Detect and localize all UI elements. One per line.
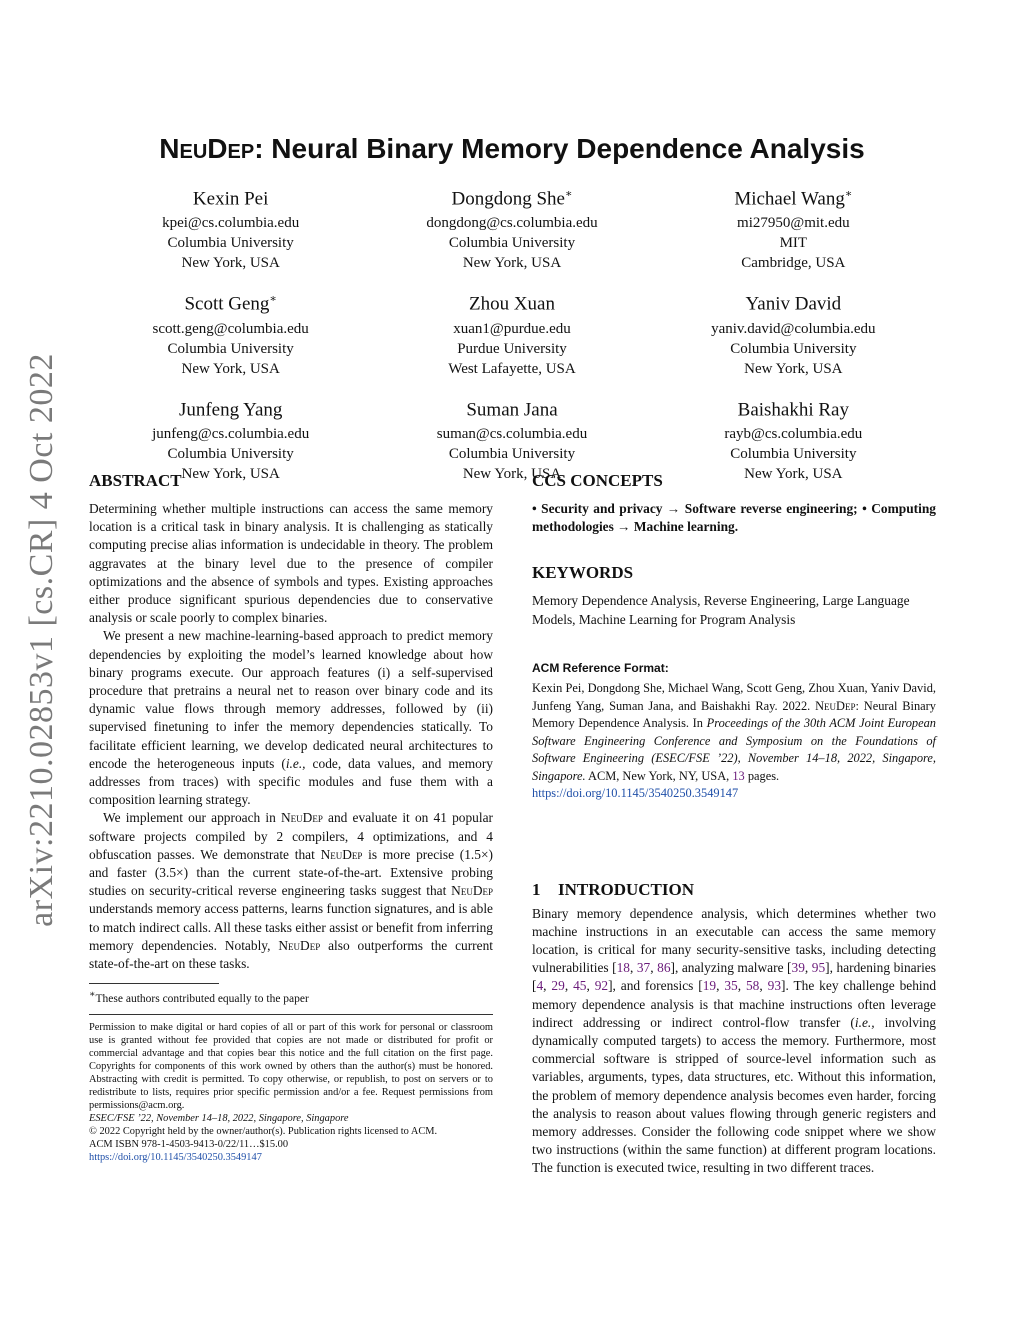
author-location: New York, USA bbox=[744, 465, 843, 482]
keywords-text: Memory Dependence Analysis, Reverse Engineering, Large Language Models, Machine Learning for Program Analysis bbox=[532, 593, 910, 627]
ccs-heading: CCS CONCEPTS bbox=[532, 471, 663, 490]
author-name: Baishakhi Ray bbox=[737, 398, 849, 420]
citation-link[interactable]: 18 bbox=[616, 960, 630, 976]
author bbox=[381, 287, 642, 378]
author bbox=[381, 182, 642, 273]
footnote: ∗These authors contributed equally to the paper bbox=[89, 989, 309, 1006]
author-name: Kexin Pei bbox=[192, 188, 269, 210]
citation-link[interactable]: 86 bbox=[657, 960, 671, 976]
abstract-paragraph: We implement our approach in NeuDep and evaluate it on 41 popular software projects compiled by 2 compilers, 4 optimizations, and 4 obfuscation passes. We demonstrate that NeuDep is more precise (1.5×) and faster (3.5×) than the current state-of-the-art. Extensive probing studies on security-critical reverse engineering tasks suggest that NeuDep understands memory access patterns, learns function signatures, and is able to match indirect calls. All these tasks either assist or benefit from inferring memory dependencies. Notably, NeuDep also outperforms the current state-of-the-art on these tasks. bbox=[89, 810, 494, 972]
citation-link[interactable]: 92 bbox=[594, 978, 609, 994]
author-affiliation: Columbia University bbox=[448, 235, 576, 252]
author-affiliation: Purdue University bbox=[457, 340, 567, 357]
abstract-paragraph: We present a new machine-learning-based approach to predict memory dependencies by exploiting the model’s learned knowledge about how binary programs execute. Our approach features (i) a self-supervised procedure that pretrains a neural net to reason over binary code and its dynamic value flows through memory addresses, followed by (ii) supervised finetuning to infer the memory dependencies statically. To facilitate efficient learning, we develop dedicated neural architectures to encode the heterogeneous inputs (i.e., code, data values, and memory addresses from traces) with specific modules and fuse them with a composition learning strategy. bbox=[89, 628, 494, 808]
author-location: New York, USA bbox=[462, 465, 562, 482]
author-affiliation: Columbia University bbox=[448, 445, 576, 462]
author-email: suman@cs.columbia.edu bbox=[436, 425, 588, 442]
pages-link[interactable]: 13 bbox=[732, 768, 745, 783]
introduction-paragraph: Binary memory dependence analysis, which determines whether two machine instructions in an executable can access the same memory location, is critical for many security-sensitive tasks, including detecting vulnerabilities [18, 37, 86], analyzing malware [39, 95], hardening binaries [4, 29, 45, 92], and forensics [19, 35, 58, 93]. The key challenge behind memory dependence analysis is that machine instructions often leverage indirect addressing or indirect control-flow transfer (i.e., involving dynamically computed targets) to access the memory. Furthermore, most commercial software is stripped of source-level information such as variables, arguments, types, data structures, etc. Without this information, the problem of memory dependence analysis becomes even harder, forcing the analysis to reason about values flowing through generic registers and memory addresses. Consider the following code snippet where we show two instructions (within the same function) at different program locations. The function is executed twice, resulting in two different traces. bbox=[532, 905, 937, 1176]
author-name: Michael Wang∗ bbox=[734, 188, 853, 210]
acm-reference-heading: ACM Reference Format: bbox=[532, 660, 669, 675]
author bbox=[100, 182, 361, 273]
author-name: Dongdong She∗ bbox=[451, 188, 573, 210]
citation-link[interactable]: 58 bbox=[745, 978, 760, 994]
abstract-paragraph: Determining whether multiple instructions can access the same memory location is a critical task in binary analysis. It is challenging as statically computing precise alias information is undecidable in theory. The problem aggravates at the binary level due to the presence of compiler optimizations and the absence of symbols and types. Existing approaches either produce significant spurious dependencies due to conservative analysis or scale poorly to complex binaries. bbox=[89, 501, 493, 626]
citation-link[interactable]: 19 bbox=[702, 978, 717, 994]
permission-divider bbox=[89, 1014, 493, 1015]
author-email: yaniv.david@columbia.edu bbox=[711, 320, 876, 337]
author-email: mi27950@mit.edu bbox=[737, 215, 850, 232]
author-location: Cambridge, USA bbox=[741, 255, 846, 272]
author-email: rayb@cs.columbia.edu bbox=[724, 425, 863, 442]
citation-link[interactable]: 4 bbox=[536, 978, 544, 994]
author-name: Suman Jana bbox=[466, 398, 558, 420]
copyright-line: © 2022 Copyright held by the owner/author(s). Publication rights licensed to ACM. bbox=[89, 1126, 438, 1138]
right-column bbox=[532, 470, 936, 1178]
author-name: Zhou Xuan bbox=[468, 293, 555, 315]
author bbox=[663, 287, 924, 378]
author-location: New York, USA bbox=[181, 255, 280, 272]
author-email: scott.geng@columbia.edu bbox=[152, 320, 309, 337]
author-name: Junfeng Yang bbox=[178, 398, 283, 420]
citation-link[interactable]: 93 bbox=[767, 978, 782, 994]
citation-link[interactable]: 39 bbox=[791, 960, 805, 976]
doi-link[interactable]: https://doi.org/10.1145/3540250.3549147 bbox=[89, 1152, 262, 1164]
acm-reference: Kexin Pei, Dongdong She, Michael Wang, Scott Geng, Zhou Xuan, Yaniv David, Junfeng Yang, Suman Jana, and Baishakhi Ray. 2022. NeuDep: Neural Binary Memory Dependence Analysis. In Proceedings of the 30th ACM Joint European Software Engineering Conference and Symposium on the Foundations of Software Engineering (ESEC/FSE ’22), November 14–18, 2022, Singapore, Singapore. ACM, New York, NY, USA, 13 pages. https://doi.org/10.1145/3540250.3549147 bbox=[532, 681, 937, 801]
keywords-heading: KEYWORDS bbox=[532, 563, 634, 583]
author-affiliation: MIT bbox=[779, 235, 808, 252]
author-affiliation: Columbia University bbox=[167, 445, 294, 462]
ccs-concepts: • Security and privacy → Software reverse engineering; • Computing methodologies → Machine learning. bbox=[532, 501, 936, 535]
left-column bbox=[89, 470, 493, 1164]
author-location: New York, USA bbox=[181, 360, 280, 377]
title-tool-name: NeuDep bbox=[159, 133, 255, 164]
citation-link[interactable]: 45 bbox=[573, 978, 587, 994]
author-location: New York, USA bbox=[462, 255, 562, 272]
author-location: New York, USA bbox=[744, 360, 843, 377]
author-block bbox=[100, 182, 924, 484]
abstract-heading: ABSTRACT bbox=[89, 471, 182, 490]
author-affiliation: Columbia University bbox=[167, 340, 294, 357]
citation-link[interactable]: 37 bbox=[636, 960, 651, 976]
author-affiliation: Columbia University bbox=[167, 235, 294, 252]
author-email: dongdong@cs.columbia.edu bbox=[426, 215, 598, 232]
paper-title bbox=[0, 133, 1024, 165]
citation-link[interactable]: 95 bbox=[811, 960, 826, 976]
author-affiliation: Columbia University bbox=[730, 445, 857, 462]
introduction-heading: 1 INTRODUCTION bbox=[532, 879, 695, 899]
author-name: Scott Geng∗ bbox=[184, 293, 277, 315]
author-location: New York, USA bbox=[181, 465, 280, 482]
reference-doi-link[interactable]: https://doi.org/10.1145/3540250.3549147 bbox=[532, 786, 739, 801]
author-location: West Lafayette, USA bbox=[448, 360, 576, 377]
citation-link[interactable]: 35 bbox=[724, 978, 738, 994]
author-email: xuan1@purdue.edu bbox=[453, 320, 571, 337]
footnote-divider bbox=[89, 983, 219, 984]
author-email: kpei@cs.columbia.edu bbox=[162, 215, 300, 232]
author bbox=[663, 182, 924, 273]
arxiv-identifier: arXiv:2210.02853v1 [cs.CR] 4 Oct 2022 bbox=[23, 353, 60, 927]
author-email: junfeng@cs.columbia.edu bbox=[152, 425, 310, 442]
author-name: Yaniv David bbox=[745, 293, 842, 315]
isbn-line: ACM ISBN 978-1-4503-9413-0/22/11…$15.00 bbox=[89, 1139, 289, 1151]
title-text: : Neural Binary Memory Dependence Analysis bbox=[254, 133, 865, 164]
author-affiliation: Columbia University bbox=[730, 340, 857, 357]
author bbox=[100, 287, 361, 378]
permission-block bbox=[89, 1021, 493, 1164]
venue-line: ESEC/FSE ’22, November 14–18, 2022, Singapore, Singapore bbox=[89, 1113, 349, 1125]
citation-link[interactable]: 29 bbox=[551, 978, 565, 994]
permission-text: Permission to make digital or hard copies of all or part of this work for personal or classroom use is granted without fee provided that copies are not made or distributed for profit or commercial advantage and that copies bear this notice and the full citation on the first page. Copyrights for components of this work owned by others than the author(s) must be honored. Abstracting with credit is permitted. To copy otherwise, or republish, to post on servers or to redistribute to lists, requires prior specific permission and/or a fee. Request permissions from permissions@acm.org. bbox=[89, 1022, 493, 1112]
